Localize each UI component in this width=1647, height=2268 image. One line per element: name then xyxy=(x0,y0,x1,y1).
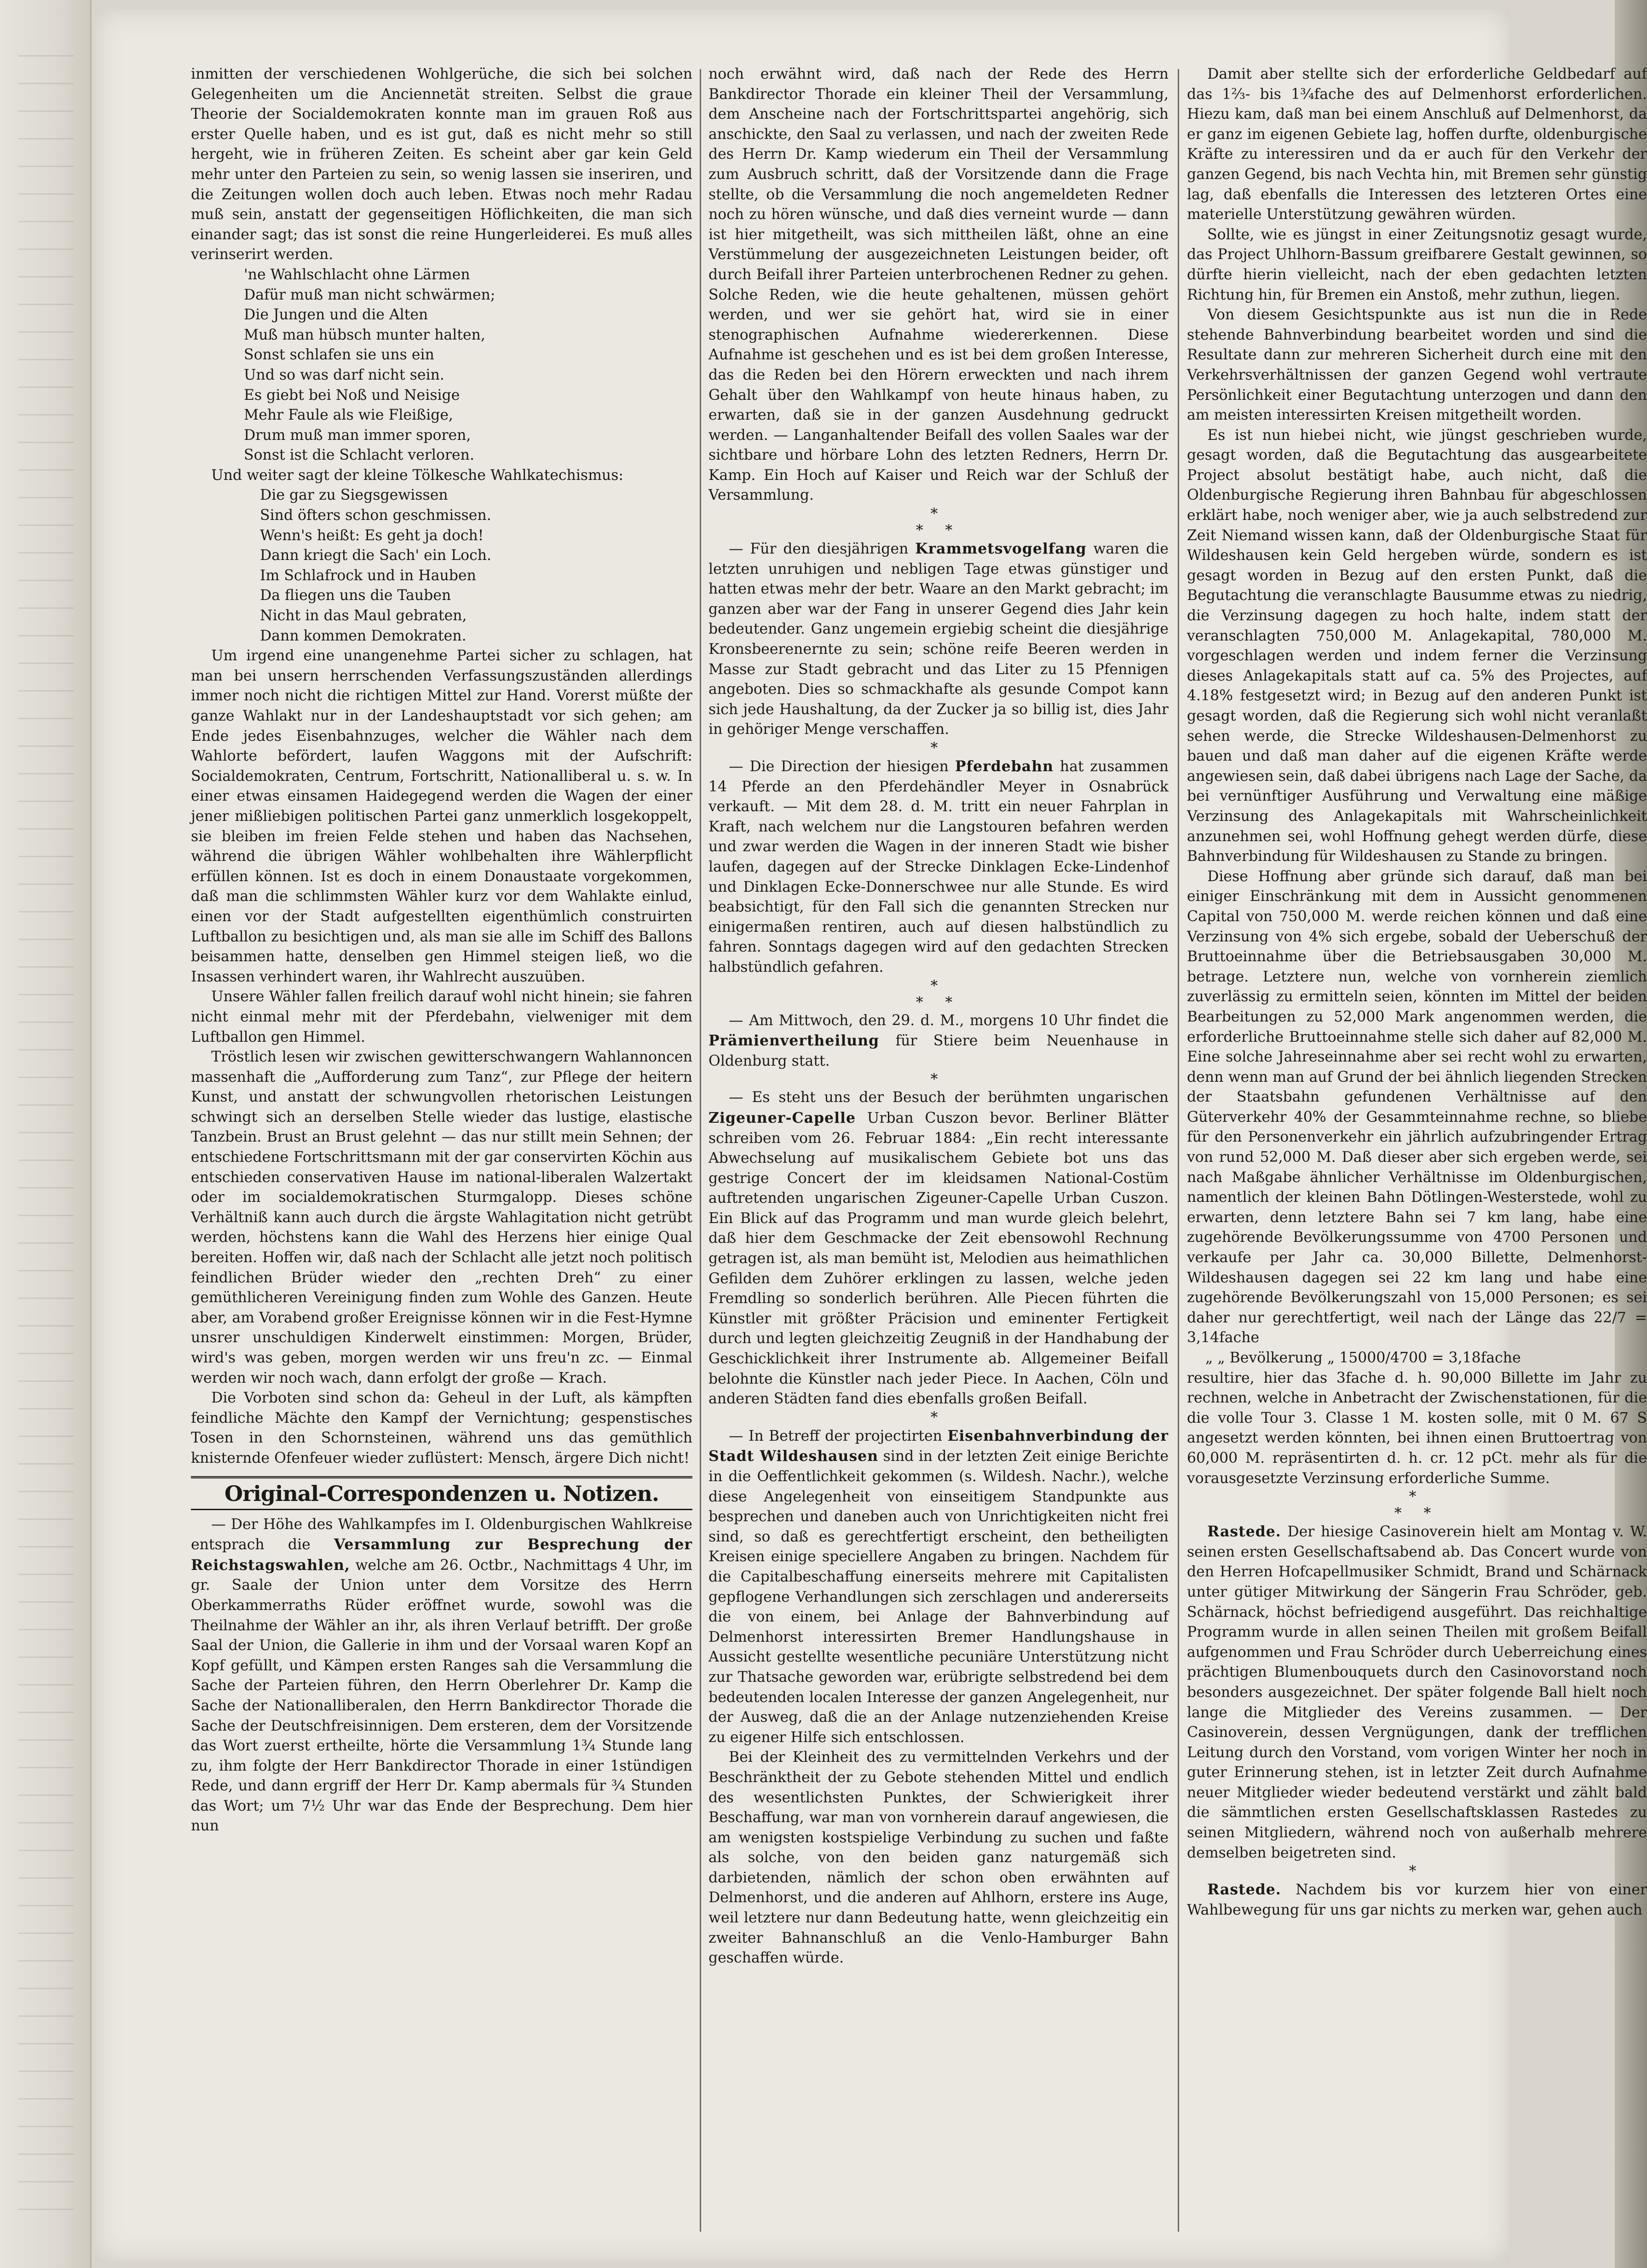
column-rule-2 xyxy=(1178,69,1179,2232)
verse-line: Sonst ist die Schlacht verloren. xyxy=(244,447,474,464)
paragraph-lead: — Für den diesjährigen xyxy=(729,541,909,558)
separator-star: * xyxy=(930,506,947,523)
separator-star: * xyxy=(1409,1863,1425,1880)
article-paragraph xyxy=(708,1011,1169,1072)
verse-line: Dafür muß man nicht schwärmen; xyxy=(244,286,495,303)
article-paragraph: Bei der Kleinheit des zu vermittelnden Verkehrs und der Beschränktheit der zu Gebote stehenden Mittel und endlich des wesentlichsten Punktes, der Schwierigkeit ihrer Beschaffung, war man von vornherein darauf angewiesen, die am wenigsten kostspielige Verbindung zu suchen und faßte als solche, von den beiden ganz naturgemäß sich darbietenden, nämlich der schon oben erwähnten auf Delmenhorst, und die anderen auf Ahlhorn, erstere ins Auge, weil letztere nur dann Bedeutung hatte, wenn gleichzeitig ein zweiter Bahnanschluß an die Venlo-Hamburger Bahn geschaffen würde. xyxy=(708,1749,1169,1967)
verse-line: Die Jungen und die Alten xyxy=(244,306,428,323)
paragraph-lead: — Der Höhe des Wahlkampfes im I. Oldenburgischen Wahlkreise entsprach die xyxy=(191,1516,692,1553)
separator-stars xyxy=(708,522,1169,539)
place-dateline: Rastede. xyxy=(1207,1881,1281,1899)
verse-line: Muß man hübsch munter halten, xyxy=(244,326,485,343)
newspaper-page xyxy=(94,9,1647,2262)
article-paragraph: Unsere Wähler fallen freilich darauf wohl nicht hinein; sie fahren nicht einmal mehr mit der Pferdebahn, vielweniger mit dem Luftballon gen Himmel. xyxy=(191,988,692,1045)
article-paragraph: Um irgend eine unangenehme Partei sicher zu schlagen, hat man bei unsern herrschenden Verfassungszuständen allerdings immer noch nicht die richtigen Mittel zur Hand. Vorerst müßte der ganze Wahlakt nur in der Landeshauptstadt vor sich gehen; am Ende jedes Eisenbahnzuges, welcher die Wähler nach dem Wahlorte befördert, laufen Waggons mit der Aufschrift: Socialdemokraten, Centrum, Fortschritt, Nationalliberal u. s. w. In einer etwas einsamen Haidegegend werden die Wagen der einer jener mißliebigen politischen Partei ganz unmerklich losgekoppelt, sie bleiben im freien Felde stehen und haben das Nachsehen, während die übrigen Wähler wohlbehalten ihre Wählerpflicht erfüllen können. Ist es doch in einem Donaustaate vorgekommen, daß man die schlimmsten Wähler kurz vor dem Wahlakte einlud, einen vor der Stadt aufgestellten eigenthümlich construirten Luftballon zu besichtigen und, als man sie alle im Schiff des Ballons beisammen hatte, denselben gen Himmel steigen ließ, wo die Insassen verhindert waren, ihr Wahlrecht auszuüben. xyxy=(191,647,692,985)
article-paragraph: resultire, hier das 3fache d. h. 90,000 Billette im Jahr zu rechnen, welche in Anbetracht der Zwischenstationen, für die die volle Tour 3. Classe 1 M. kosten solle, mit 0 M. 67 S angesetzt werden könnten, bei ihnen einen Bruttoertrag von 60,000 M. repräsentirten d. h. cr. 12 pCt. mehr als für die vorausgesetzte Verzinsung erforderliche Summe. xyxy=(1187,1369,1647,1487)
paragraph-lead: — In Betreff der projectirten xyxy=(729,1427,942,1444)
separator-stars xyxy=(708,994,1169,1011)
verse-line: Da fliegen uns die Tauben xyxy=(260,587,451,604)
article-paragraph xyxy=(1187,1880,1647,1920)
article-paragraph: Es ist nun hiebei nicht, wie jüngst geschrieben wurde, gesagt worden, daß die Begutachtung das ausgearbeitete Project absolut bestätigt habe, auch nicht, daß die Oldenburgische Regierung ihren Bahnbau für abgeschlossen erklärt habe, noch weniger aber, wie ja auch selbstredend zur Zeit Niemand wissen kann, daß der Oldenburgische Staat für Wildeshausen kein Geld hergeben würde, sondern es ist gesagt worden in Bezug auf den ersten Punkt, daß die Begutachtung die veranschlagte Bausumme etwas zu niedrig, die Verzinsung dagegen zu hoch halte, indem statt der veranschlagten 750,000 M. Anlagekapital, 780,000 M. vorgeschlagen werden und indem ferner die Verzinsung dieses Anlagekapitals statt auf ca. 5% des Projectes, auf 4.18% festgesetzt wird; in Bezug auf den anderen Punkt ist gesagt worden, daß die Regierung sich wohl nicht veranlaßt sehen werde, die Strecke Wildeshausen-Delmenhorst zu bauen und daß man daher auf die eigenen Kräfte werde angewiesen sein, daß dabei übrigens nach Lage der Sache, da bei vernünftiger Ausführung und Verwaltung eine mäßige Verzinsung des Anlagekapitals mit Wahrscheinlichkeit anzunehmen sei, wohl Hoffnung gehegt werden dürfe, diese Bahnverbindung für Wildeshausen zu Stande zu bringen. xyxy=(1187,427,1647,865)
verse-line: Wenn's heißt: Es geht ja doch! xyxy=(260,527,484,544)
verse-line: Nicht in das Maul gebraten, xyxy=(260,607,467,624)
paragraph-lead: — Es steht uns der Besuch der berühmten ungarischen xyxy=(729,1089,1169,1106)
paragraph-body: sind in der letzten Zeit einige Berichte in die Oeffentlichkeit gekommen (s. Wildesh. Nachr.), welche diese Angelegenheit von einseitigem Standpunkte aus besprechen und daneben auch von Unrichtigkeiten nicht frei sind, so daß es gerechtfertigt erscheint, den betheiligten Kreisen einige speciellere Angaben zu bringen. Nachdem für die Capitalbeschaffung einerseits mehrere mit Capitalisten gepflogene Verhandlungen sich zerschlagen und andererseits die von einem, bei Anlage der Bahnverbindung auf Delmenhorst interessirten Bremer Handlungshause in Aussicht gestellte wesentliche pecuniäre Unterstützung nicht zur Thatsache geworden war, erübrigte selbstredend bei dem bedeutenden localen Interesse der ganzen Angelegenheit, nur der Ausweg, daß die an der Anlage nutzenziehenden Kreise zu eigener Hilfe sich entschlossen. xyxy=(708,1448,1169,1746)
section-heading: Original-Correspondenzen u. Notizen. xyxy=(191,1476,692,1510)
verse-block xyxy=(244,265,692,466)
verse-line: Dann kriegt die Sach' ein Loch. xyxy=(260,547,492,564)
article-paragraph: Die Vorboten sind schon da: Geheul in der Luft, als kämpften feindliche Mächte den Kampf der Vernichtung; gespenstisches Tosen in den Schornsteinen, während uns das gemüthlich knisternde Ofenfeuer wieder zuflüstert: Mensch, ärgere Dich nicht! xyxy=(191,1390,692,1466)
paragraph-body: welche am 26. Octbr., Nachmittags 4 Uhr, im gr. Saale der Union unter dem Vorsitze des Herrn Oberkammerraths Rüder eröffnet wurde, sowohl was die Theilnahme der Wähler an ihr, als ihren Verlauf betrifft. Der große Saal der Union, die Gallerie in ihm und der Vorsaal waren Kopf an Kopf gefüllt, und Kämpen ersten Ranges sah die Versammlung die Sache der Parteien führen, den Herrn Oberlehrer Dr. Kamp die Sache der Nationalliberalen, den Herrn Bankdirector Thorade die Sache der Deutschfreisinnigen. Dem ersteren, dem der Vorsitzende das Wort zuerst ertheilte, hörte die Versammlung 1¾ Stunde lang zu, ihm folgte der Herr Bankdirector Thorade in einer 1stündigen Rede, und dann ergriff der Herr Dr. Kamp abermals für ¾ Stunden das Wort; um 7½ Uhr war das Ende der Besprechung. Dem hier nun xyxy=(191,1557,692,1835)
facing-page-text-shadow xyxy=(18,55,74,2218)
article-paragraph: Sollte, wie es jüngst in einer Zeitungsnotiz gesagt wurde, das Project Uhlhorn-Bassum greifbarere Gestalt gewinnen, so dürfte hierin vielleicht, nach der eben gedachten letzten Richtung hin, für Bremen ein Anstoß, mehr zuthun, liegen. xyxy=(1187,226,1647,303)
paragraph-lead: — Am Mittwoch, den 29. d. M., morgens 10 Uhr findet die xyxy=(729,1012,1169,1029)
verse-block xyxy=(260,485,692,646)
separator-star: * xyxy=(930,1409,947,1426)
column-2 xyxy=(708,64,1169,2248)
paragraph-body: Nachdem bis vor kurzem hier von einer Wahlbewegung für uns gar nichts zu merken war, gehen auch xyxy=(1187,1881,1647,1918)
separator-star: * xyxy=(930,740,947,756)
headline-term: Zigeuner-Capelle xyxy=(708,1109,856,1126)
article-paragraph: Damit aber stellte sich der erforderliche Geldbedarf auf das 1⅔- bis 1¾fache des auf Delmenhorst erforderlichen. Hiezu kam, daß man bei einem Anschluß auf Delmenhorst, da er ganz im eigenen Gebiete lag, hoffen durfte, oldenburgische Kräfte zu interessiren und da er auch für den Verkehr der ganzen Gegend, bis nach Vechta hin, mit Bremen sehr günstig lag, daß ebenfalls die Interessen des letzteren Ortes eine materielle Unterstützung gewähren würden. xyxy=(1187,66,1647,223)
article-paragraph: Diese Hoffnung aber gründe sich darauf, daß man bei einiger Einschränkung mit dem in Aussicht genommenen Capital von 750,000 M. werde reichen können und daß eine Verzinsung von 4% sich ergebe, sobald der Ueberschuß der Bruttoeinnahme über die Betriebsausgaben 30,000 M. betrage. Letztere nun, welche von vornherein ziemlich zuverlässig zu ermitteln seien, könnten im Mittel der beiden Bearbeitungen zu 52,000 Mark angenommen werden, die erforderliche Bruttoeinnahme stelle sich daher auf 82,000 M. Eine solche Jahreseinnahme aber sei recht wohl zu erwarten, denn wenn man auf Grund der bei ähnlich liegenden Strecken der Staatsbahn gefundenen Verhältnisse auf den Güterverkehr 40% der Gesammteinnahme rechne, so bliebe für den Personenverkehr ein jährlich aufzubringender Ertrag von rund 52,000 M. Daß dieser aber sich ergeben werde, sei nach Maßgabe ähnlicher Verhältnisse im Oldenburgischen, namentlich der kleinen Bahn Dötlingen-Westerstede, wohl zu erwarten, denn letztere Bahn sei 7 km lang, habe eine zugehörende Bevölkerungssumme von 4700 Personen und verkaufe per Jahr ca. 30,000 Billette, Delmenhorst-Wildeshausen dagegen sei 22 km lang und habe eine zugehörende Bevölkerungszahl von 15,000 Personen; es sei daher nur gerechtfertigt, weil nach der Länge das 22/7 = 3,14fache xyxy=(1187,868,1647,1346)
separator-star: * xyxy=(930,977,947,994)
article-paragraph: Und weiter sagt der kleine Tölkesche Wahlkatechismus: xyxy=(211,467,623,484)
verse-line: Die gar zu Siegsgewissen xyxy=(260,487,448,504)
headline-term: Prämienvertheilung xyxy=(708,1032,880,1050)
separator-stars xyxy=(1187,1505,1647,1522)
article-paragraph: Von diesem Gesichtspunkte aus ist nun die in Rede stehende Bahnverbindung bearbeitet worden und sind die Resultate dann zur mehreren Sicherheit durch eine mit den Verkehrsverhältnissen der ganzen Gegend wohl vertraute Persönlichkeit einer Begutachtung unterzogen und dann den am meisten interessirten Kreisen mitgetheilt worden. xyxy=(1187,306,1647,424)
article-paragraph: Tröstlich lesen wir zwischen gewitterschwangern Wahlannoncen massenhaft die „Aufforderung zum Tanz“, zur Pflege der heitern Kunst, und anstatt der schwungvollen rhetorischen Leistungen schwingt sich an derselben Stelle wieder das lustige, elastische Tanzbein. Brust an Brust gelehnt — das nur stillt mein Sehnen; der entschiedene Fortschrittsmann mit der gar conservirten Köchin aus entschieden conservativen Hause im national-liberalen Walzertakt oder im socialdemokratischen Sturmgalopp. Dieses schöne Verhältniß kann auch durch die ärgste Wahlagitation nicht getrübt werden, höchstens kann die Wahl des Herzens hier einige Qual bereiten. Hoffen wir, daß nach der Schlacht alle jetzt noch politisch feindlichen Brüder wieder den „rechten Dreh“ zu einer gemüthlicheren Vereinigung finden zum Wohle des Ganzen. Heute aber, am Vorabend großer Ereignisse können wir in die Fest-Hymne unsrer unschuldigen Kinderwelt einstimmen: Morgen, Brüder, wird's was geben, morgen werden wir uns freu'n zc. — Einmal werden wir noch wach, dann erfolgt der große — Krach. xyxy=(191,1049,692,1386)
article-paragraph xyxy=(708,539,1169,740)
verse-line: 'ne Wahlschlacht ohne Lärmen xyxy=(244,266,470,283)
verse-line: Es giebt bei Noß und Neisige xyxy=(244,387,460,404)
paragraph-lead: — Die Direction der hiesigen xyxy=(729,758,949,775)
paragraph-body: Urban Cuszon bevor. Berliner Blätter schreiben vom 26. Februar 1884: „Ein recht interessante Abwechselung auf musikalischem Gebiete bot uns das gestrige Concert der im kleidsamen National-Costüm auftretenden ungarischen Zigeuner-Capelle Urban Cuszon. Ein Blick auf das Programm und man wurde gleich belehrt, daß hier dem Geschmacke der Zeit ebensowohl Rechnung getragen ist, als man bemüht ist, Melodien aus heimathlichen Gefilden dem Zuhörer erklingen zu lassen, welche jeden Fremdling so sonderlich berühren. Alle Piecen führten die Künstler mit größter Präcision und eminenter Fertigkeit durch und legten gleichzeitig Zeugniß in der Handhabung der Geschicklichkeit ihrer Instrumente ab. Allgemeiner Beifall belohnte die Künstler nach jeder Piece. In Aachen, Cöln und anderen Städten fand dies ebenfalls großen Beifall. xyxy=(708,1109,1169,1408)
headline-term: Krammetsvogelfang xyxy=(915,540,1087,558)
paragraph-body: hat zusammen 14 Pferde an den Pferdehändler Meyer in Osnabrück verkauft. — Mit dem 28. d. M. tritt ein neuer Fahrplan in Kraft, nach welchem nur die Langstouren befahren werden und zwar werden die Wagen in der inneren Stadt wie bisher laufen, dagegen auf der Strecke Dinklagen Ecke-Lindenhof und Dinklagen Ecke-Donnerschwee nur alle Stunde. Es wird beabsichtigt, für den Fall sich die genannten Strecken nur einigermaßen rentiren, auch auf diesen halbstündlich zu fahren. Sonntags dagegen wird auf den gedachten Strecken halbstündlich gefahren. xyxy=(708,758,1169,975)
paragraph-body: Der hiesige Casinoverein hielt am Montag v. W. seinen ersten Gesellschaftsabend ab. Das Concert wurde von den Herren Hofcapellmusiker Schmidt, Brand und Schärnack unter gütiger Mitwirkung der Sängerin Frau Schröder, geb. Schärnack, höchst befriedigend ausgeführt. Das reichhaltige Programm wurde in allen seinen Theilen mit großem Beifall aufgenommen und Frau Schröder durch Ueberreichung eines prächtigen Blumenbouquets durch den Casinovorstand noch besonders ausgezeichnet. Der später folgende Ball hielt noch lange die Mitglieder des Vereins zusammen. — Der Casinoverein, dessen Vergnügungen, dank der trefflichen Leitung durch den Vorstand, vom vorigen Winter her noch in guter Erinnerung stehen, ist in letzter Zeit durch Aufnahme neuer Mitglieder wieder bedeutend verstärkt und zählt bald die sämmtlichen ersten Gesellschaftsklassen Rastedes zu seinen Mitgliedern, während noch von außerhalb mehrere demselben beigetreten sind. xyxy=(1187,1524,1647,1861)
verse-line: Drum muß man immer sporen, xyxy=(244,427,471,444)
verse-line: Dann kommen Demokraten. xyxy=(260,627,466,644)
headline-term: Versammlung zur Besprechung der Reichstagswahlen, xyxy=(191,1536,692,1574)
verse-line: Mehr Faule als wie Fleißige, xyxy=(244,407,454,424)
separator-star: * xyxy=(1409,1489,1425,1506)
paragraph-body: für Stiere beim Neuenhause in Oldenburg statt. xyxy=(708,1033,1169,1069)
article-paragraph xyxy=(708,756,1169,978)
article-paragraph xyxy=(708,1426,1169,1748)
article-paragraph xyxy=(1187,1522,1647,1863)
column-1 xyxy=(191,64,692,2248)
verse-line: Sonst schlafen sie uns ein xyxy=(244,346,434,364)
headline-term: Eisenbahnverbindung der Stadt Wildeshausen xyxy=(708,1427,1169,1465)
facing-page-edge xyxy=(0,0,92,2268)
paragraph-body: waren die letzten unruhigen und nebligen Tage etwas günstiger und hatten etwas mehr der betr. Waare an den Markt gebracht; im ganzen aber war der Fang in unserer Gegend dies Jahr kein bedeutender. Ganz ungemein ergiebig scheint die diesjährige Kronsbeerenernte zu sein; schöne reife Beeren werden in Masse zur Stadt gebracht und das Liter zu 15 Pfennigen angeboten. Dies so schmackhafte als gesunde Compot kann sich jede Haushaltung, da der Zucker ja so billig ist, dies Jahr in gehöriger Menge verschaffen. xyxy=(708,541,1169,738)
headline-term: Pferdebahn xyxy=(955,758,1054,775)
article-paragraph xyxy=(191,1515,692,1837)
article-paragraph xyxy=(708,1088,1169,1409)
separator-star: * xyxy=(930,1071,947,1088)
verse-line: Und so was darf nicht sein. xyxy=(244,366,444,383)
column-rule-1 xyxy=(700,69,701,2232)
verse-line: Im Schlafrock und in Hauben xyxy=(260,567,476,584)
article-formula-line: „ „ Bevölkerung „ 15000/4700 = 3,18fache xyxy=(1205,1350,1521,1366)
article-paragraph: noch erwähnt wird, daß nach der Rede des Herrn Bankdirector Thorade ein kleiner Theil der Versammlung, dem Anscheine nach der Fortschrittspartei angehörig, sich anschickte, den Saal zu verlassen, und nach der zweiten Rede des Herrn Dr. Kamp wiederum ein Theil der Versammlung zum Ausbruch schritt, daß der Vorsitzende dann die Frage stellte, ob die Versammlung die noch angemeldeten Redner noch zu hören wünsche, und daß dies verneint wurde — dann ist hier mitgetheilt, was sich mittheilen läßt, ohne an eine Verstümmelung der ausgezeichneten Leistungen beider, oft durch Beifall ihrer Parteien unterbrochenen Redner zu gehen. Solche Reden, wie die heute gehaltenen, müssen gehört werden, und wer sie gehört hat, wird sie in einer stenographischen Aufnahme wiedererkennen. Diese Aufnahme ist geschehen und es ist bei dem großen Interesse, das die Reden bei den Hörern erweckten und nach ihrem Gehalt über den Wahlkampf von heute hinaus haben, zu erwarten, daß sie in der ganzen Ausdehnung gedruckt werden. — Langanhaltender Beifall des vollen Saales war der sichtbare und hörbare Lohn des letzten Redners, Herrn Dr. Kamp. Ein Hoch auf Kaiser und Reich war der Schluß der Versammlung. xyxy=(708,66,1169,504)
verse-line: Sind öfters schon geschmissen. xyxy=(260,507,491,524)
article-paragraph: inmitten der verschiedenen Wohlgerüche, die sich bei solchen Gelegenheiten um die Anciennetät streiten. Selbst die graue Theorie der Socialdemokraten konnte man im grauen Roß aus erster Quelle haben, und es ist gut, daß es nicht mehr so still hergeht, wie in früheren Zeiten. Es scheint aber gar kein Geld mehr unter den Parteien zu sein, so wenig lassen sie inseriren, und die Zeitungen wollen doch auch leben. Etwas noch mehr Radau muß sein, anstatt der gegenseitigen Höflichkeiten, die man sich einander sagt; das ist sonst die reine Hungerleiderei. Es muß alles verinserirt werden. xyxy=(191,66,692,263)
place-dateline: Rastede. xyxy=(1207,1523,1281,1541)
column-3 xyxy=(1187,64,1647,2248)
